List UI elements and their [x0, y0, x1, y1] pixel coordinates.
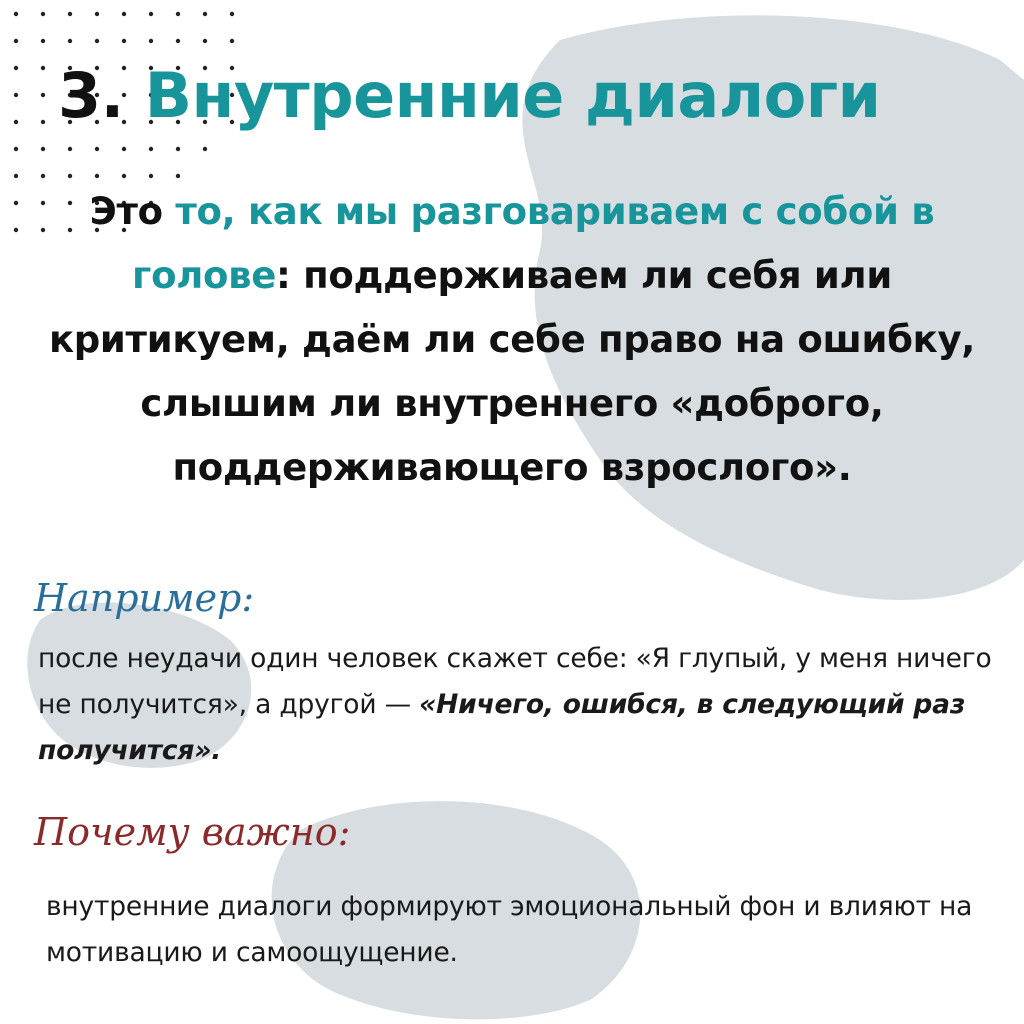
grid-dot	[68, 174, 72, 178]
grid-dot	[14, 12, 18, 16]
grid-dot	[41, 120, 45, 124]
grid-dot	[41, 174, 45, 178]
grid-dot	[95, 147, 99, 151]
grid-dot	[41, 66, 45, 70]
grid-dot	[14, 228, 18, 232]
grid-dot	[95, 174, 99, 178]
grid-dot	[176, 174, 180, 178]
example-paragraph	[38, 636, 1008, 774]
grid-dot	[149, 174, 153, 178]
grid-dot	[41, 39, 45, 43]
grid-dot	[203, 39, 207, 43]
why-paragraph: внутренние диалоги формируют эмоциональный фон и влияют на мотивацию и самоощущение.	[46, 891, 973, 968]
grid-dot	[14, 39, 18, 43]
grid-dot	[203, 147, 207, 151]
grid-dot	[122, 174, 126, 178]
why-label: Почему важно:	[34, 810, 351, 854]
grid-dot	[41, 147, 45, 151]
grid-dot	[14, 66, 18, 70]
grid-dot	[68, 147, 72, 151]
example-quote: «Ничего, ошибся, в следующий раз получится».	[38, 689, 966, 766]
grid-dot	[68, 12, 72, 16]
grid-dot	[176, 147, 180, 151]
grid-dot	[122, 147, 126, 151]
grid-dot	[14, 120, 18, 124]
grid-dot	[14, 93, 18, 97]
grid-dot	[230, 12, 234, 16]
grid-dot	[176, 12, 180, 16]
grid-dot	[14, 174, 18, 178]
grid-dot	[203, 12, 207, 16]
intro-rest: : поддерживаем ли себя или критикуем, даём ли себе право на ошибку, слышим ли внутреннего «доброго, поддерживающего взрослого».	[48, 254, 976, 489]
grid-dot	[122, 12, 126, 16]
grid-dot	[230, 39, 234, 43]
intro-paragraph	[40, 180, 984, 500]
page-heading	[58, 58, 1018, 134]
grid-dot	[95, 12, 99, 16]
grid-dot	[14, 147, 18, 151]
grid-dot	[149, 12, 153, 16]
intro-lead: Это	[89, 190, 163, 233]
grid-dot	[68, 39, 72, 43]
heading-number: 3.	[58, 59, 124, 132]
example-text: после неудачи один человек скажет себе: «Я глупый, у меня ничего не получится», а другой —	[38, 643, 992, 720]
intro-highlight: то, как мы разговариваем с собой в голове	[132, 190, 935, 297]
grid-dot	[41, 12, 45, 16]
example-label: Например:	[34, 576, 255, 620]
grid-dot	[176, 39, 180, 43]
grid-dot	[14, 201, 18, 205]
grid-dot	[149, 147, 153, 151]
grid-dot	[122, 39, 126, 43]
grid-dot	[41, 93, 45, 97]
heading-title: Внутренние диалоги	[144, 59, 881, 132]
grid-dot	[95, 39, 99, 43]
grid-dot	[149, 39, 153, 43]
